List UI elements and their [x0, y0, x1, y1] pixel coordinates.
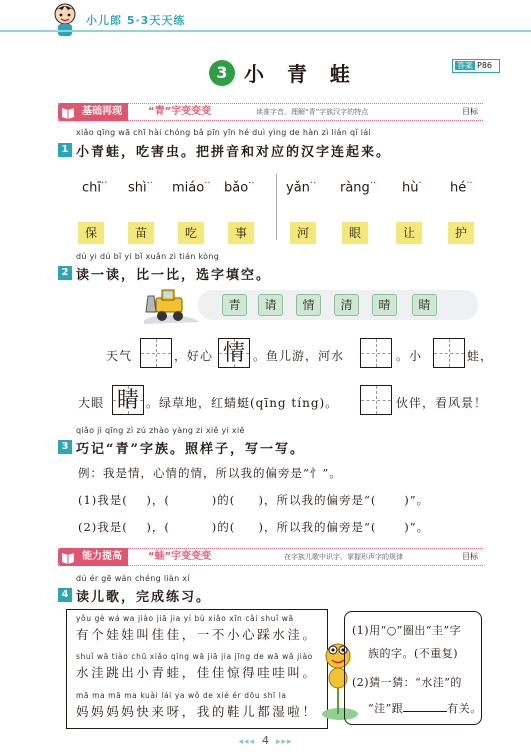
- tile-qing-1[interactable]: 青: [222, 294, 247, 316]
- q4-number: 4: [58, 588, 72, 602]
- q2-line1-a: 天气: [106, 349, 133, 363]
- q2-line1-b: ，好心: [174, 349, 214, 363]
- q3-number: 3: [58, 440, 72, 454]
- q2-instruction: 读一读，比一比，选字填空。: [76, 268, 272, 283]
- tile-qing-3[interactable]: 情: [296, 294, 321, 316]
- task-2-line-b[interactable]: “洼”跟 有关。: [368, 702, 482, 715]
- tianzi-box-3[interactable]: [360, 338, 392, 368]
- section-advanced-note: 在字族儿歌中识字，掌握形声字的规律: [284, 553, 403, 561]
- q2-line1-d: 。小: [396, 349, 423, 363]
- char-chip-yan[interactable]: 眼: [342, 222, 368, 244]
- tile-qing-5[interactable]: 晴: [372, 294, 397, 316]
- q3-row-1[interactable]: (1)我是( )，( )的( )，所以我的偏旁是“( )”。: [78, 493, 430, 507]
- char-chip-rang[interactable]: 让: [396, 222, 422, 244]
- tianzi-box-4[interactable]: [433, 338, 465, 368]
- poem-line-2-pinyin: shuǐ wā tiào chū xiǎo qīng wā jiā jia jīng de wā wā jiào: [76, 652, 313, 661]
- tile-qing-4[interactable]: 清: [334, 294, 359, 316]
- q2-number: 2: [58, 266, 72, 280]
- tianzi-box-6[interactable]: [360, 385, 392, 415]
- poem-line-3[interactable]: 妈妈妈妈快来呀，我的鞋儿都湿啦！: [76, 704, 318, 719]
- poem-line-1[interactable]: 有个娃娃叫佳佳，一不小心踩水洼。: [76, 627, 318, 642]
- section-advanced-theme: “蛙”字变变变: [148, 551, 212, 562]
- q3-instruction: 巧记“青”字族。照样子，写一写。: [76, 442, 305, 457]
- char-chip-he[interactable]: 河: [290, 222, 316, 244]
- bulldozer-icon: [142, 286, 202, 326]
- pinyin-yan[interactable]: yǎn··: [286, 178, 317, 196]
- task-1-line-a: (1)用“○”圈出“圭”字: [352, 624, 462, 637]
- char-chip-hu[interactable]: 护: [448, 222, 474, 244]
- char-chip-miao[interactable]: 苗: [128, 222, 154, 244]
- tianzi-box-2[interactable]: 情: [218, 338, 250, 368]
- char-chip-bao[interactable]: 保: [78, 222, 104, 244]
- lesson-title: 小 青 蛙: [244, 62, 358, 86]
- arrows-right-icon: ▸▸▸: [276, 737, 293, 747]
- q2-pinyin: dú yi dú bǐ yi bǐ xuǎn zì tián kòng: [76, 252, 220, 261]
- q3-row-2[interactable]: (2)我是( )，( )的( )，所以我的偏旁是“( )”。: [78, 520, 430, 534]
- q3-example: 例：我是情，心情的情，所以我的偏旁是“忄”。: [78, 466, 342, 480]
- pinyin-bao[interactable]: bǎo··: [224, 178, 255, 196]
- section-basic-theme: “青”字变变变: [148, 106, 212, 117]
- q2-line2-a: 大眼: [78, 396, 105, 410]
- page-number: 4: [262, 734, 269, 747]
- char-chip-chi[interactable]: 吃: [178, 222, 204, 244]
- q2-line1-e: 蛙，: [467, 349, 494, 363]
- page-footer: [0, 734, 531, 747]
- answer-page: P86: [477, 61, 493, 70]
- answer-reference[interactable]: [452, 59, 500, 73]
- tianzi-box-5[interactable]: 睛: [112, 385, 144, 415]
- pinyin-he[interactable]: hé··: [450, 178, 473, 196]
- section-basic-label: 基础再现: [78, 103, 128, 121]
- section-advanced-label: 能力提高: [78, 548, 128, 566]
- book-icon: [58, 103, 78, 121]
- q1-pinyin: xiǎo qīng wā chī hài chóng bǎ pīn yīn hé duì yìng de hàn zì lián qǐ lái: [76, 128, 371, 137]
- arrows-left-icon: ◂◂◂: [238, 737, 255, 747]
- q2-line2-b: 。绿草地，红蜻蜓(qīng tíng)。: [146, 396, 339, 410]
- answer-label: 答案: [457, 61, 473, 70]
- tile-qing-2[interactable]: 请: [258, 294, 283, 316]
- section-basic-note: 读准字音，理解“青”字族汉字的特点: [256, 108, 369, 116]
- q2-line1-c: 。鱼儿游，河水: [253, 349, 345, 363]
- task-2-line-a: (2)猜一猜：“水洼”的: [352, 676, 462, 689]
- brand-name: 小儿郎 5·3天天练: [86, 14, 186, 27]
- pinyin-hu[interactable]: hù·: [402, 178, 422, 196]
- section-advanced-goal: 目标: [462, 552, 478, 561]
- q1-instruction: 小青蛙，吃害虫。把拼音和对应的汉字连起来。: [76, 145, 392, 160]
- section-basic-goal: 目标: [462, 107, 478, 116]
- pinyin-shi[interactable]: shì··: [128, 178, 153, 196]
- tianzi-box-1[interactable]: [140, 338, 172, 368]
- char-chip-shi[interactable]: 事: [228, 222, 254, 244]
- q1-number: 1: [58, 143, 72, 157]
- task-2-blank[interactable]: [403, 700, 447, 712]
- lesson-number: 3: [209, 60, 235, 86]
- header-rule: [0, 30, 531, 32]
- q4-instruction: 读儿歌，完成练习。: [76, 590, 212, 605]
- task-1-line-b: 族的字。(不重复): [368, 647, 459, 660]
- poem-line-3-pinyin: mā ma mā ma kuài lái ya wǒ de xié ér dōu shī la: [76, 691, 287, 700]
- pinyin-miao[interactable]: miáo··: [172, 178, 211, 196]
- poem-line-1-pinyin: yǒu gè wá wa jiào jiā jia yí bù xiǎo xīn cǎi shuǐ wā: [76, 614, 294, 623]
- q1-divider: [276, 174, 277, 240]
- pinyin-rang[interactable]: ràng··: [340, 178, 377, 196]
- pinyin-chi[interactable]: chī··: [82, 178, 108, 196]
- mascot-icon: [50, 0, 80, 40]
- q3-pinyin: qiǎo jì qīng zì zú zhào yàng zi xiě yi xiě: [76, 426, 245, 435]
- poem-line-2[interactable]: 水洼跳出小青蛙，佳佳惊得哇哇叫。: [76, 665, 318, 680]
- q4-pinyin: dú ér gē wán chéng liàn xí: [76, 574, 190, 583]
- book-icon-2: [58, 548, 78, 566]
- tile-jing[interactable]: 睛: [412, 294, 437, 316]
- q2-line2-c: 伙伴，看风景！: [396, 396, 488, 410]
